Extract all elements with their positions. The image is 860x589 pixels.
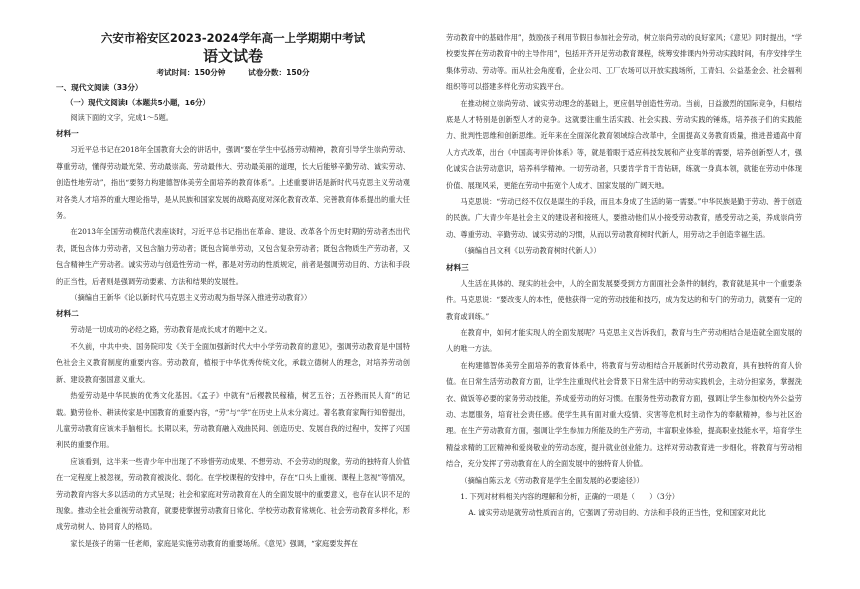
exam-time: 考试时间：150分钟: [156, 68, 226, 77]
exam-title: 六安市裕安区2023-2024学年高一上学期期中考试: [100, 31, 366, 45]
instruction: 阅读下面的文字，完成1～5题。: [70, 113, 173, 122]
right-column: [446, 30, 802, 522]
material2-paragraph: 家长是孩子的第一任老师，家庭是实施劳动教育的重要场所。《意见》强调，“家庭要发挥在: [70, 538, 358, 548]
left-column: [56, 28, 410, 552]
material1-source: （摘编自王新华《论以新时代马克思主义劳动观为指导深入推进劳动教育》）: [70, 293, 312, 303]
material3-paragraph: 在教育中，如何才能实现人的全面发展呢？马克思主义告诉我们，教育与生产劳动相结合是造就全面发展的人的唯一方法。: [446, 327, 802, 354]
material3-label: 材料三: [446, 262, 469, 272]
material2-paragraph: 应该看到，这半来一些青少年中出现了不珍惜劳动成果、不想劳动、不会劳动的现象，劳动的独特育人价值在一定程度上被忽视，劳动教育被淡化、弱化。在学校课程的安排中，存在“口头上重视、课程上忽视”等情况，劳动教育内容大多以活动的方式呈现；社会和家庭对劳动教育在人的全面发展中的重要意义，也存在认识不足的现象。推动全社会重视劳动教育，就要使掌握劳动教育日常化、学校劳动教育常规化、社会劳动教育多样化，形成劳动树人、协同育人的格局。: [56, 456, 410, 532]
material3-paragraph: 在构建德智体美劳全面培养的教育体系中，将教育与劳动相结合开展新时代劳动教育，具有独特的育人价值。在日常生活劳动教育方面，让学生注重现代社会背景下日常生活中的劳动实践机会，主动分担家务，掌握洗衣、做饭等必要的家务劳动技能，养成爱劳动的好习惯。在服务性劳动教育方面，强调让学生参加校内外公益劳动、志愿服务，培育社会责任感。使学生具有面对重大疫情、灾害等危机时主动作为的奉献精神，参与社区治理。在生产劳动教育方面，强调让学生参加力所能及的生产劳动，丰富职业体验，提高职业技能水平，培育学生精益求精的工匠精神和爱岗敬业的劳动态度，提升就业创业能力。这样对劳动教育进一步细化，将教育与劳动相结合，充分发挥了劳动教育在人的全面发展中的独特育人价值。: [446, 360, 802, 469]
material2-paragraph: 不久前，中共中央、国务院印发《关于全面加强新时代大中小学劳动教育的意见》，强调劳动教育是中国特色社会主义教育制度的重要内容。劳动教育，植根于中华优秀传统文化，承载立德树人的理念，对培养劳动创新、建设教育强国意义重大。: [56, 341, 410, 384]
exam-info: [56, 66, 410, 80]
material1-label: 材料一: [56, 129, 79, 139]
material2-label: 材料二: [56, 309, 79, 319]
material1-paragraph: 习近平总书记在2018年全国教育大会的讲话中，强调“要在学生中弘扬劳动精神，教育引导学生崇尚劳动、尊重劳动，懂得劳动最光荣、劳动最崇高、劳动最伟大、劳动最美丽的道理，长大后能够辛勤劳动、诚实劳动、创造性地劳动”，指出“要努力构建德智体美劳全面培养的教育体系”。上述重要讲话是新时代马克思主义劳动观对各类人才培养的重大理论指导，是从民族和国家发展的战略高度对深化教育改革、完善教育体系提出的重大任务。: [56, 145, 410, 221]
section-heading: 一、现代文阅读（33分）: [56, 83, 143, 92]
material2-paragraph: 热爱劳动是中华民族的优秀文化基因。《孟子》中就有“后稷教民稼穑，树艺五谷；五谷熟而民人育”的记载。勤劳俭朴、耕读传家是中国教育的重要内容，“劳”与“学”在历史上从未分离过。著名教育家陶行知曾提出，儿童劳动教育应该未手脑相长。长期以来，劳动教育融入戏曲民间、创造历史、发展自我的过程中，发挥了兴国利民的重要作用。: [56, 391, 410, 450]
exam-subject-title: 语文试卷: [202, 47, 263, 65]
full-score: 试卷分数：150分: [248, 68, 310, 77]
question-1: 1. 下列对材料相关内容的理解和分析，正确的一项是（ ）（3分）: [460, 491, 679, 501]
material1-paragraph: 在2013年全国劳动模范代表座谈时，习近平总书记指出在革命、建设、改革各个历史时期的劳动者杰出代表，既包含体力劳动者，又包含脑力劳动者；既包含简单劳动，又包含复杂劳动者；既包含物质生产劳动者，又包含精神生产劳动者。诚实劳动与创造性劳动一样，都是对劳动的性质规定，前者是强调劳动目的、方法和手段的正当性，后者则是强调劳动要素、方法和结果的发展性。: [56, 227, 410, 286]
subsection-heading: （一）现代文阅读Ⅰ（本题共5小题，16分）: [66, 98, 210, 107]
material3-paragraph: 人生活在具体的、现实的社会中，人的全面发展要受到方方面面社会条件的制约，教育就是其中一个重要条件。马克思说：“要改变人的本性，使他获得一定的劳动技能和技巧，成为发达的和专门的劳动力，就要有一定的教育或训练。”: [446, 278, 802, 321]
question-1-option-a: A. 诚实劳动是就劳动性质而言的，它强调了劳动目的、方法和手段的正当性，党和国家对此比: [468, 508, 766, 518]
material2-continuation: 劳动教育中的基础作用”，鼓励孩子利用节假日参加社会劳动，树立崇尚劳动的良好家风；《意见》同时提出，“学校要发挥在劳动教育中的主导作用”，包括开齐开足劳动教育课程，统筹安排课内外劳动实践时间，有序安排学生集体劳动、劳动等。而从社会角度看，企业公司、工厂农场可以开放实践场所，工青妇、公益基金会、社会福利组织等可以搭建多样化劳动实践平台。: [446, 33, 802, 92]
material2-paragraph: 马克思说：“劳动已经不仅仅是谋生的手段，而且本身成了生活的第一需要。”中华民族是勤于劳动、善于创造的民族。广大青少年是社会主义的建设者和接班人，要推动他们从小接受劳动教育，感受劳动之美，养成崇尚劳动、尊重劳动、辛勤劳动、诚实劳动的习惯，从而以劳动教育树时代新人，用劳动之手创造幸福生活。: [446, 197, 802, 239]
material2-source: （摘编自吕文利《以劳动教育树时代新人》）: [460, 246, 601, 256]
material2-paragraph: 在推动树立崇尚劳动、诚实劳动理念的基础上，更应倡导创造性劳动。当前，日益激烈的国际竞争，归根结底是人才特别是创新型人才的竞争。这就要注重生活实践、社会实践、劳动实践的锤炼，培养孩子们的实践能力、批判性思维和创新思维。近年来在全面深化教育领域综合改革中，全面提高义务教育质量，推进普通高中育人方式改革，出台《中国高考评价体系》等，就是着眼于适应科技发展和产业变革的需要，培养创新型人才，强化诚实合法劳动意识，培养科学精神。一切劳动者，只要肯学肯干肯钻研，练就一身真本领，就能在劳动中体现价值、展现风采，更能在劳动中拓宽个人成才、国家发展的广阔天地。: [446, 98, 802, 190]
material3-source: （摘编自陈云龙《劳动教育是学生全面发展的必要途径》）: [460, 475, 644, 485]
material2-paragraph: 劳动是一切成功的必经之路，劳动教育是成长成才的题中之义。: [70, 325, 272, 335]
